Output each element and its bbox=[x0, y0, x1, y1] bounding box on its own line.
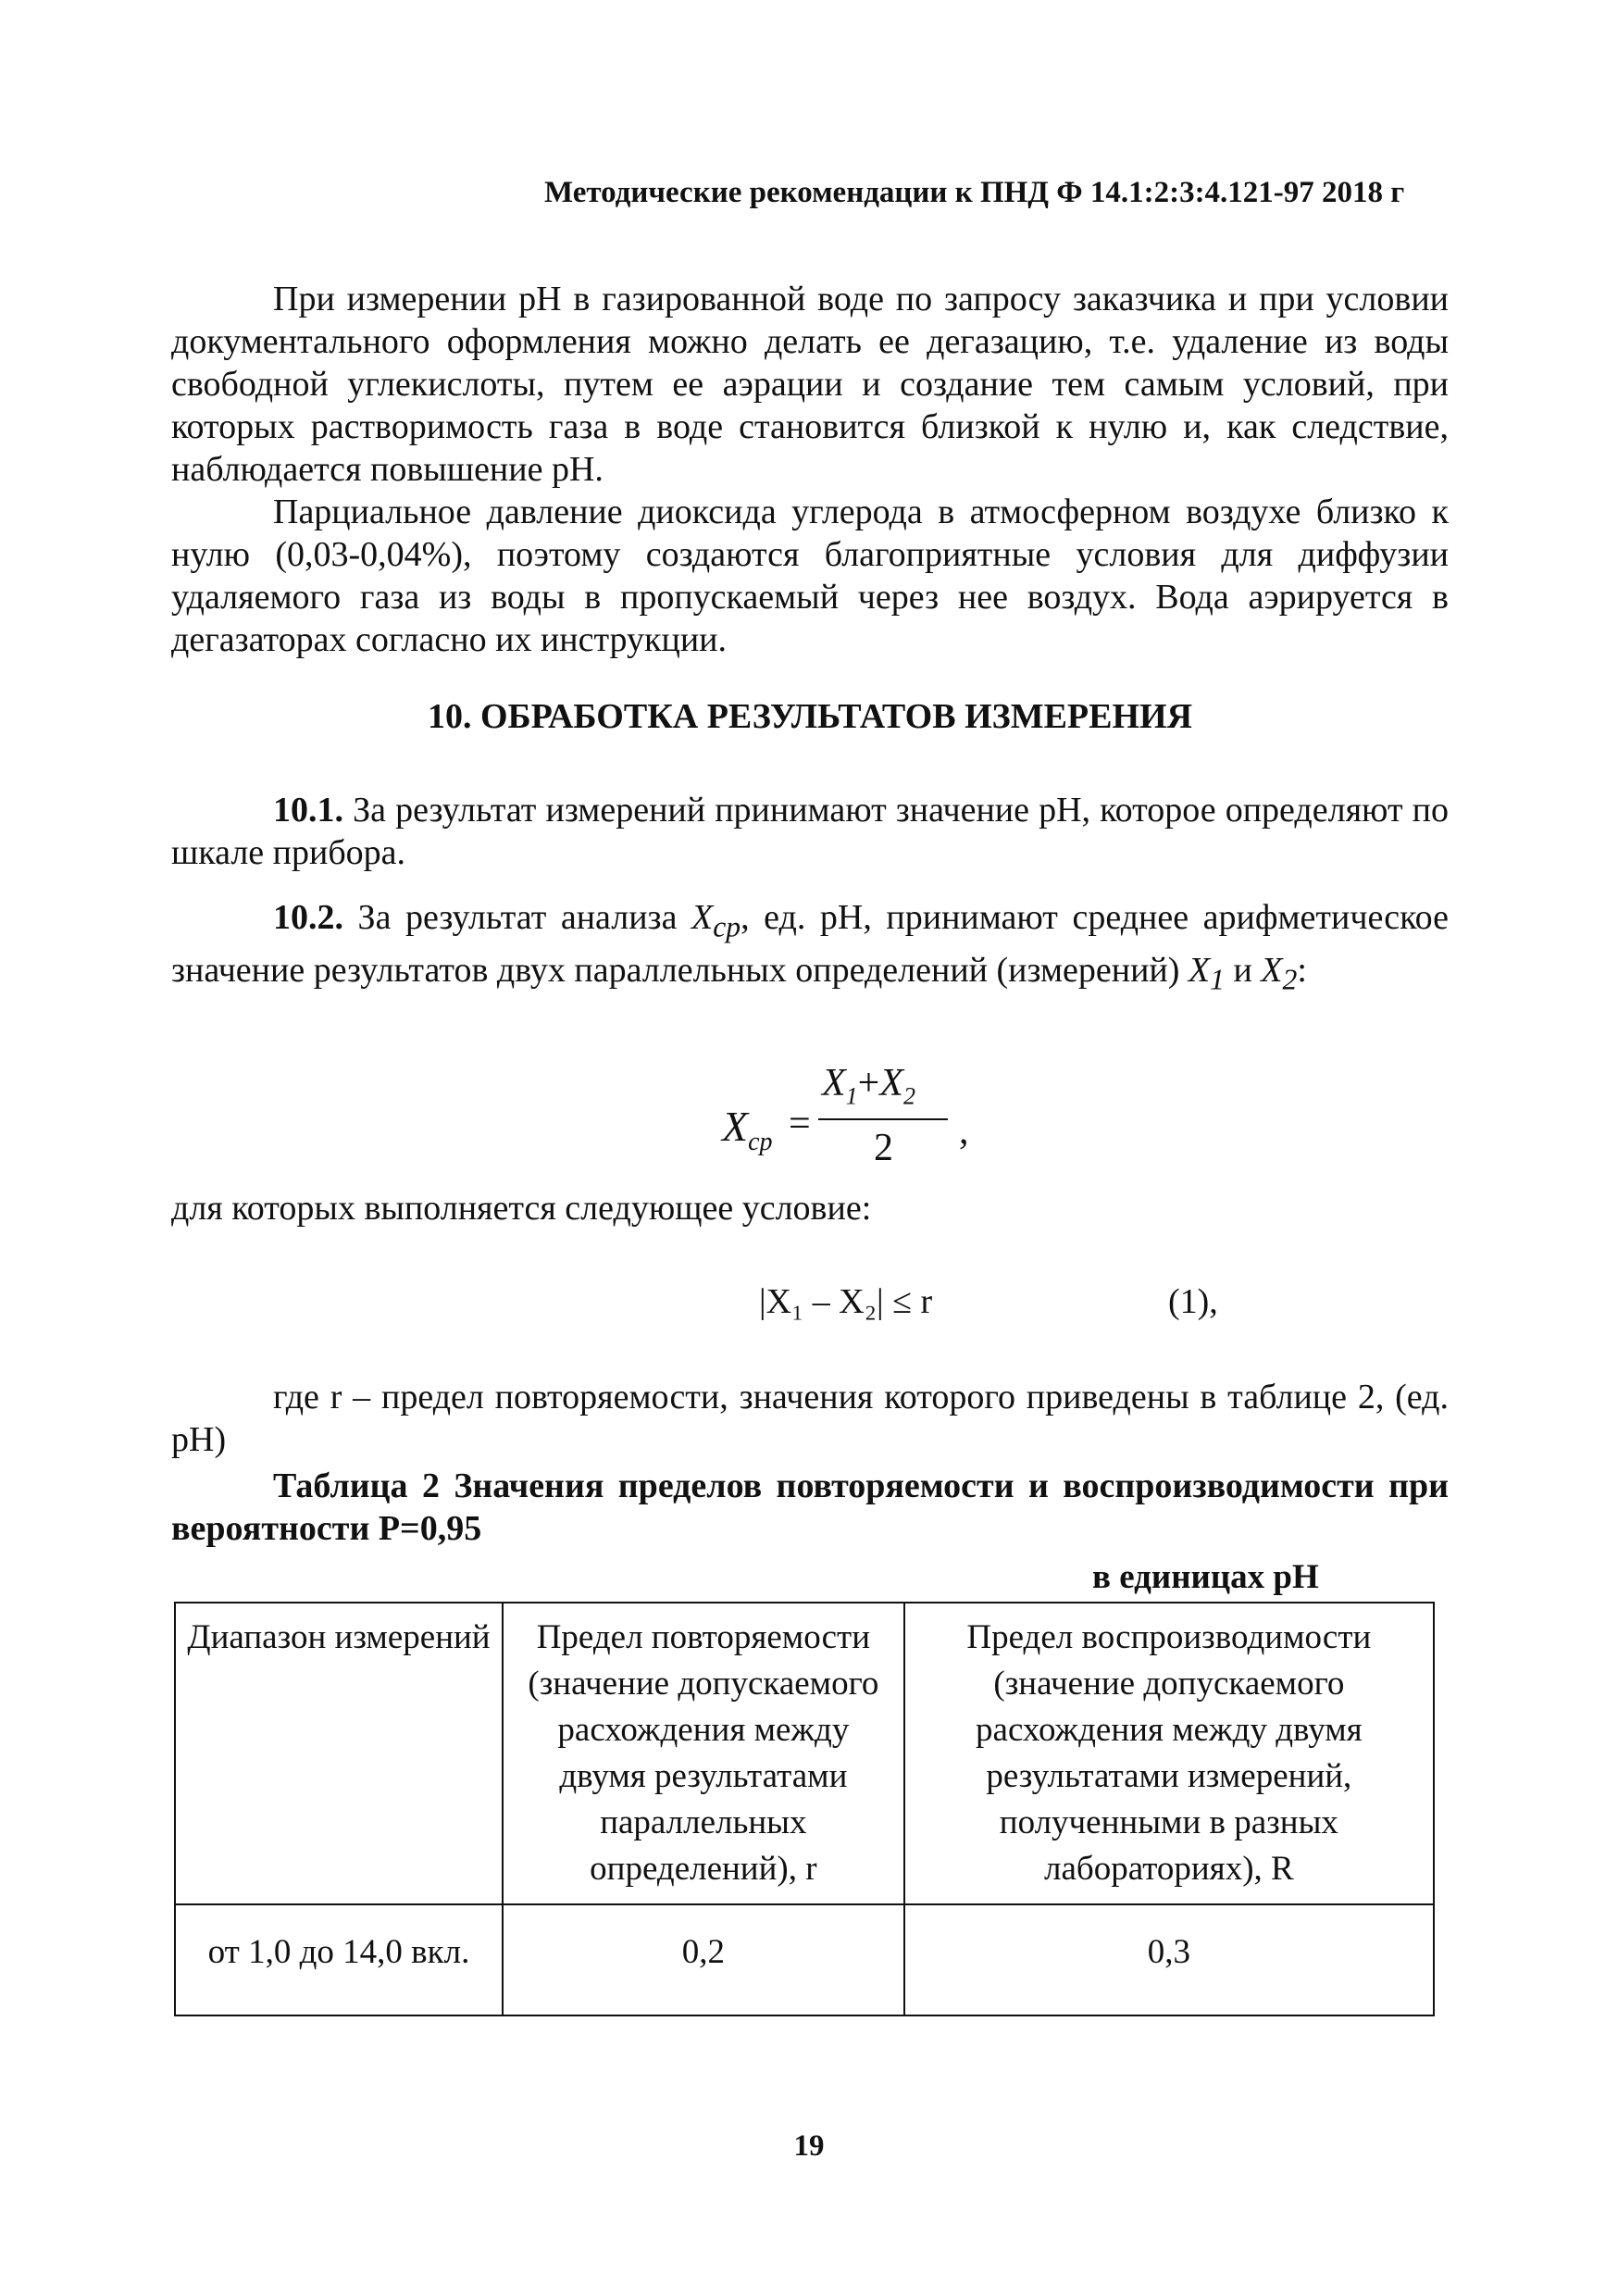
section-heading: 10. ОБРАБОТКА РЕЗУЛЬТАТОВ ИЗМЕРЕНИЯ bbox=[427, 697, 1193, 736]
paragraph-10-1 bbox=[171, 789, 1449, 874]
clause-number: 10.2. bbox=[273, 898, 343, 937]
formula-comma: , bbox=[959, 1110, 969, 1153]
formula-lhs: $X_{ср}$ bbox=[722, 1103, 773, 1157]
header-cell-range: Диапазон измерений bbox=[175, 1603, 503, 1904]
variable-x2: $X_2$ bbox=[1261, 950, 1298, 996]
table-caption: Таблица 2 Значения пределов повторяемости и воспроизводимости при вероятности P=0,95 bbox=[171, 1466, 1449, 1548]
paragraph-partial-pressure: Парциальное давление диоксида углерода в атмосферном воздухе близко к нулю (0,03-0,04%), поэтому создаются благоприятные условия для диффузии удаляемого газа из воды в пропускаемый через нее воздух. Вода аэрируется в дегазаторах согласно их инструкции. bbox=[171, 493, 1449, 659]
cell-repeatability: 0,2 bbox=[503, 1904, 904, 2015]
paragraph-10-2: 10.2. За результат анализа $X_{ср}$, ед. pH, принимают среднее арифметическое значение результатов двух параллельных определений (измерений) $X_1$ и $X_2$: bbox=[171, 898, 1449, 996]
condition-intro: для которых выполняется следующее условие: bbox=[171, 1189, 872, 1228]
clause-text: За результат измерений принимают значение pH, которое определяют по шкале прибора. bbox=[171, 791, 1449, 872]
formula-numerator: $X_1+X_2$ bbox=[822, 1062, 915, 1110]
table-row bbox=[175, 1904, 1434, 2015]
paragraph-degassing: При измерении pH в газированной воде по запросу заказчика и при условии документального оформления можно делать ее дегазацию, т.е. удаление из воды свободной углекислоты, путем ее аэрации и создание тем самым условий, при которых растворимость газа в воде становится близкой к нулю и, как следствие, наблюдается повышение pH. bbox=[171, 280, 1449, 489]
formula-equals: = bbox=[789, 1103, 811, 1145]
running-header: Методические рекомендации к ПНД Ф 14.1:2:3:4.121-97 2018 г bbox=[544, 176, 1405, 209]
fraction-bar bbox=[818, 1118, 948, 1120]
cell-reproducibility: 0,3 bbox=[904, 1904, 1434, 2015]
equation-number: (1), bbox=[1168, 1282, 1218, 1321]
table-header-row bbox=[175, 1603, 1434, 1904]
page-number: 19 bbox=[793, 2129, 825, 2163]
header-cell-repeatability: Предел повторяемости (значение допускаемого расхождения между двумя результатами параллельных определений), r bbox=[503, 1603, 904, 1904]
variable-xcp: $X_{ср}$ bbox=[691, 898, 741, 943]
condition-expression: |X₁ – X₂| ≤ r bbox=[759, 1282, 933, 1321]
where-text: где r – предел повторяемости, значения которого приведены в таблице 2, (ед. pH) bbox=[171, 1378, 1449, 1459]
variable-x1: $X_1$ bbox=[1188, 950, 1225, 996]
cell-range: от 1,0 до 14,0 вкл. bbox=[175, 1904, 503, 2015]
header-cell-reproducibility: Предел воспроизводимости (значение допускаемого расхождения между двумя результатами измерений, полученными в разных лабораториях), R bbox=[904, 1603, 1434, 1904]
mean-formula bbox=[722, 1061, 1129, 1181]
formula-denominator: 2 bbox=[874, 1127, 893, 1169]
clause-number: 10.1. bbox=[273, 791, 343, 830]
table-units: в единицах pH bbox=[1092, 1558, 1319, 1596]
limits-table bbox=[174, 1602, 1435, 2016]
